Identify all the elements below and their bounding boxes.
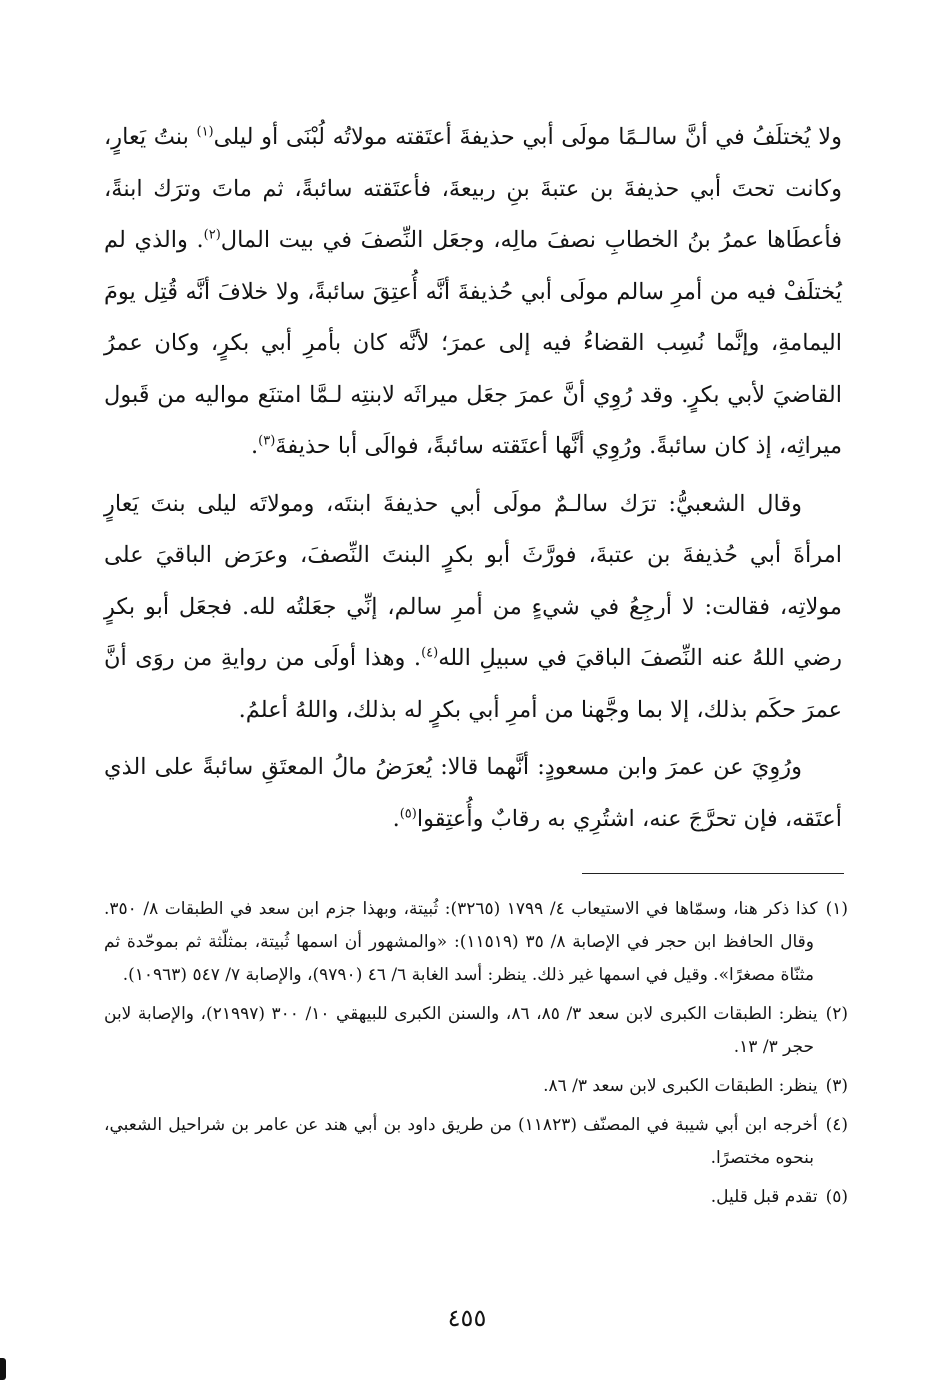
paragraph-1 xyxy=(104,112,842,473)
footnote-number: (١) xyxy=(825,899,848,919)
paragraph-1-text-b: بنتُ يَعارٍ، وكانت تحتَ أبي حذيفةَ بن عتبةَ بنِ ربيعةَ، فأعتَقته سائبةً، ثم ماتَ وترَك ابنةً، فأعطَاها عمرُ بنُ الخطابِ نصفَ مالِه، وجعَل النِّصفَ في بيت المال xyxy=(104,124,842,253)
main-text-body xyxy=(104,112,842,851)
footnote-1 xyxy=(104,893,848,992)
footnote-2 xyxy=(104,998,848,1064)
footnote-ref-1[interactable]: (١) xyxy=(196,124,214,140)
paragraph-1-text-d: . xyxy=(250,433,259,459)
footnote-4 xyxy=(104,1109,848,1175)
paragraph-2 xyxy=(104,479,842,737)
footnote-5 xyxy=(104,1181,848,1214)
footnote-text: ينظر: الطبقات الكبرى لابن سعد ٣/ ٨٥، ٨٦، والسنن الكبرى للبيهقي ١٠/ ٣٠٠ (٢١٩٩٧)، والإصابة لابن حجر ٣/ ١٣. xyxy=(104,1004,818,1057)
footnote-text: أخرجه ابن أبي شيبة في المصنّف (١١٨٢٣) من طريق داود بن أبي هند عن عامر بن شراحيل الشعبي، بنحوه مختصرًا. xyxy=(104,1115,818,1168)
footnotes-section xyxy=(104,893,848,1220)
footnote-number: (٤) xyxy=(825,1115,848,1135)
footnote-ref-3[interactable]: (٣) xyxy=(258,433,276,449)
paragraph-3-text-b: . xyxy=(392,805,400,832)
footnote-ref-4[interactable]: (٤) xyxy=(421,645,439,661)
footnote-number: (٥) xyxy=(825,1187,848,1207)
footnote-3 xyxy=(104,1070,848,1103)
footnote-ref-5[interactable]: (٥) xyxy=(399,806,417,821)
paragraph-3 xyxy=(104,742,842,845)
paragraph-1-text-c: . والذي لم يُختلَفْ فيه من أمرِ سالم مولَى أبي حُذيفةَ أنَّه أُعتِقَ سائبةً، ولا خلافَ أنَّه قُتِل يومَ اليمامةِ، وإنَّما نُسِب القضاءُ فيه إلى عمرَ؛ لأنَّه كان بأمرِ أبي بكرٍ، وكان عمرُ القاضيَ لأبي بكرٍ. وقد رُوِي أنَّ عمرَ جعَل ميراثَه لابنتِه لـمَّا امتنَع مواليه من قَبول ميراثِه، إذ كان سائبةً. ورُوِي أنَّها أعتَقته سائبةً، فوالَى أبا حذيفةَ xyxy=(104,227,842,459)
footnote-text: ينظر: الطبقات الكبرى لابن سعد ٣/ ٨٦. xyxy=(543,1076,818,1096)
paragraph-1-text-a: ولا يُختلَفُ في أنَّ سالـمًا مولَى أبي حذيفةَ أعتَقته مولاتُه لُبْنَى أو ليلى xyxy=(213,124,842,150)
footnote-divider xyxy=(582,873,844,874)
paragraph-2-text-a: وقال الشعبيُّ: ترَك سالـمٌ مولَى أبي حذيفةَ ابنتَه، ومولاتَه ليلى بنتَ يَعارٍ امرأةَ أبي حُذيفةَ بن عتبةَ، فورَّثَ أبو بكرٍ البنتَ النِّصفَ، وعرَض الباقيَ على مولاتِه، فقالت: لا أرجِعُ في شيءٍ من أمرِ سالم، إنِّي جعَلتُه لله. فجعَل أبو بكرٍ رضي اللهُ عنه النِّصفَ الباقيَ في سبيلِ الله xyxy=(104,490,842,671)
paragraph-3-text-a: ورُوِيَ عن عمرَ وابن مسعودٍ: أنَّهما قالا: يُعرَضُ مالُ المعتَقِ سائبةً على الذي أعتَقه، فإن تحرَّجَ عنه، اشتُرِي به رقابٌ وأُعتِقوا xyxy=(104,754,842,832)
paragraph-2-text-b: . وهذا أولَى من روايةِ من روَى أنَّ عمرَ حكَم بذلك، إلا بما وجَّهنا من أمرِ أبي بكرٍ له بذلك، واللهُ أعلمُ. xyxy=(104,645,842,723)
footnote-text: كذا ذكر هنا، وسمّاها في الاستيعاب ٤/ ١٧٩٩ (٣٢٦٥): ثُبيتة، وبهذا جزم ابن سعد في الطبقات ٨/ ٣٥٠. وقال الحافظ ابن حجر في الإصابة ٨/ ٣٥ (١١٥١٩): «والمشهور أن اسمها ثُبيتة، بمثلّثة ثم بموحّدة ثم مثنّاة مصغرًا». وقيل في اسمها غير ذلك. ينظر: أسد الغابة ٦/ ٤٦ (٩٧٩٠)، والإصابة ٧/ ٥٤٧ (١٠٩٦٣). xyxy=(104,899,818,985)
footnote-number: (٢) xyxy=(825,1004,849,1024)
scan-edge-mark xyxy=(0,1358,6,1380)
footnote-ref-2[interactable]: (٢) xyxy=(203,227,221,243)
footnote-text: تقدم قبل قليل. xyxy=(710,1187,818,1207)
page-number: ٤٥٥ xyxy=(447,1304,487,1332)
footnote-number: (٣) xyxy=(825,1076,848,1096)
